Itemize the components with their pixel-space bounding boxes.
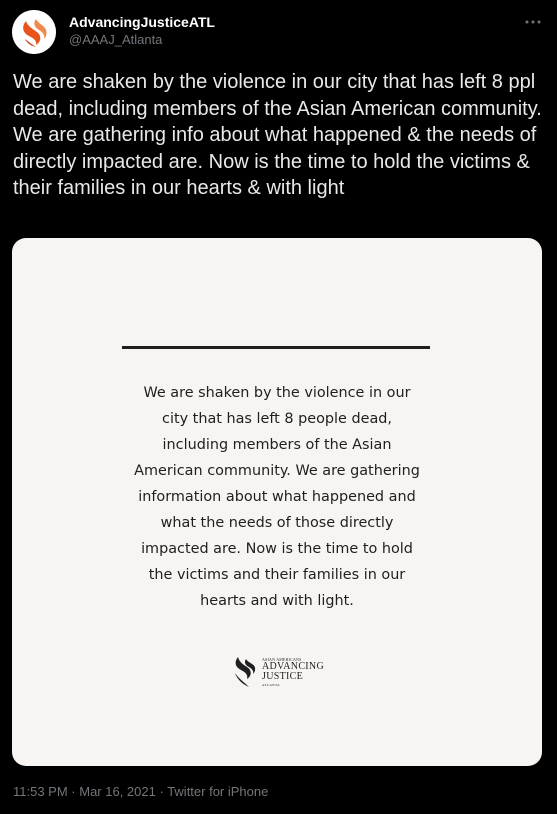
avatar[interactable] [12, 10, 56, 54]
flame-mark-icon [232, 655, 260, 689]
flame-logo-icon [12, 10, 56, 54]
logo-top-text: ASIAN AMERICANS [262, 657, 302, 662]
media-divider [122, 346, 430, 349]
meta-separator-2: · [155, 784, 168, 799]
tweet-text: We are shaken by the violence in our city that has left 8 ppl dead, including members of the Asian American community. We are gathering info about what happened & the needs of directly impacted are. Now is the time to hold the victims & their families in our hearts & with light [13, 71, 548, 199]
tweet-time[interactable]: 11:53 PM [13, 784, 68, 799]
org-logo [232, 655, 332, 691]
tweet-source[interactable]: Twitter for iPhone [167, 784, 269, 799]
tweet-header [12, 10, 545, 58]
more-horizontal-icon [521, 12, 545, 32]
meta-separator-1: · [67, 784, 80, 799]
logo-line2: JUSTICE [262, 671, 303, 682]
tweet-meta [13, 784, 268, 799]
media-statement: We are shaken by the violence in our city that has left 8 people dead, including members of the Asian American community. We are gathering information about what happened and what the needs of those directly impacted are. Now is the time to hold the victims and their families in our hearts and with light. [134, 385, 420, 609]
tweet-date[interactable]: Mar 16, 2021 [79, 784, 156, 799]
logo-line1: ADVANCING [262, 661, 324, 672]
more-button[interactable] [521, 12, 545, 32]
handle[interactable]: @AAAJ_Atlanta [69, 32, 163, 47]
tweet-media-image[interactable] [12, 238, 542, 766]
logo-bottom-text: ATLANTA [262, 683, 280, 687]
display-name[interactable]: AdvancingJusticeATL [69, 14, 215, 30]
author-names [69, 14, 215, 49]
